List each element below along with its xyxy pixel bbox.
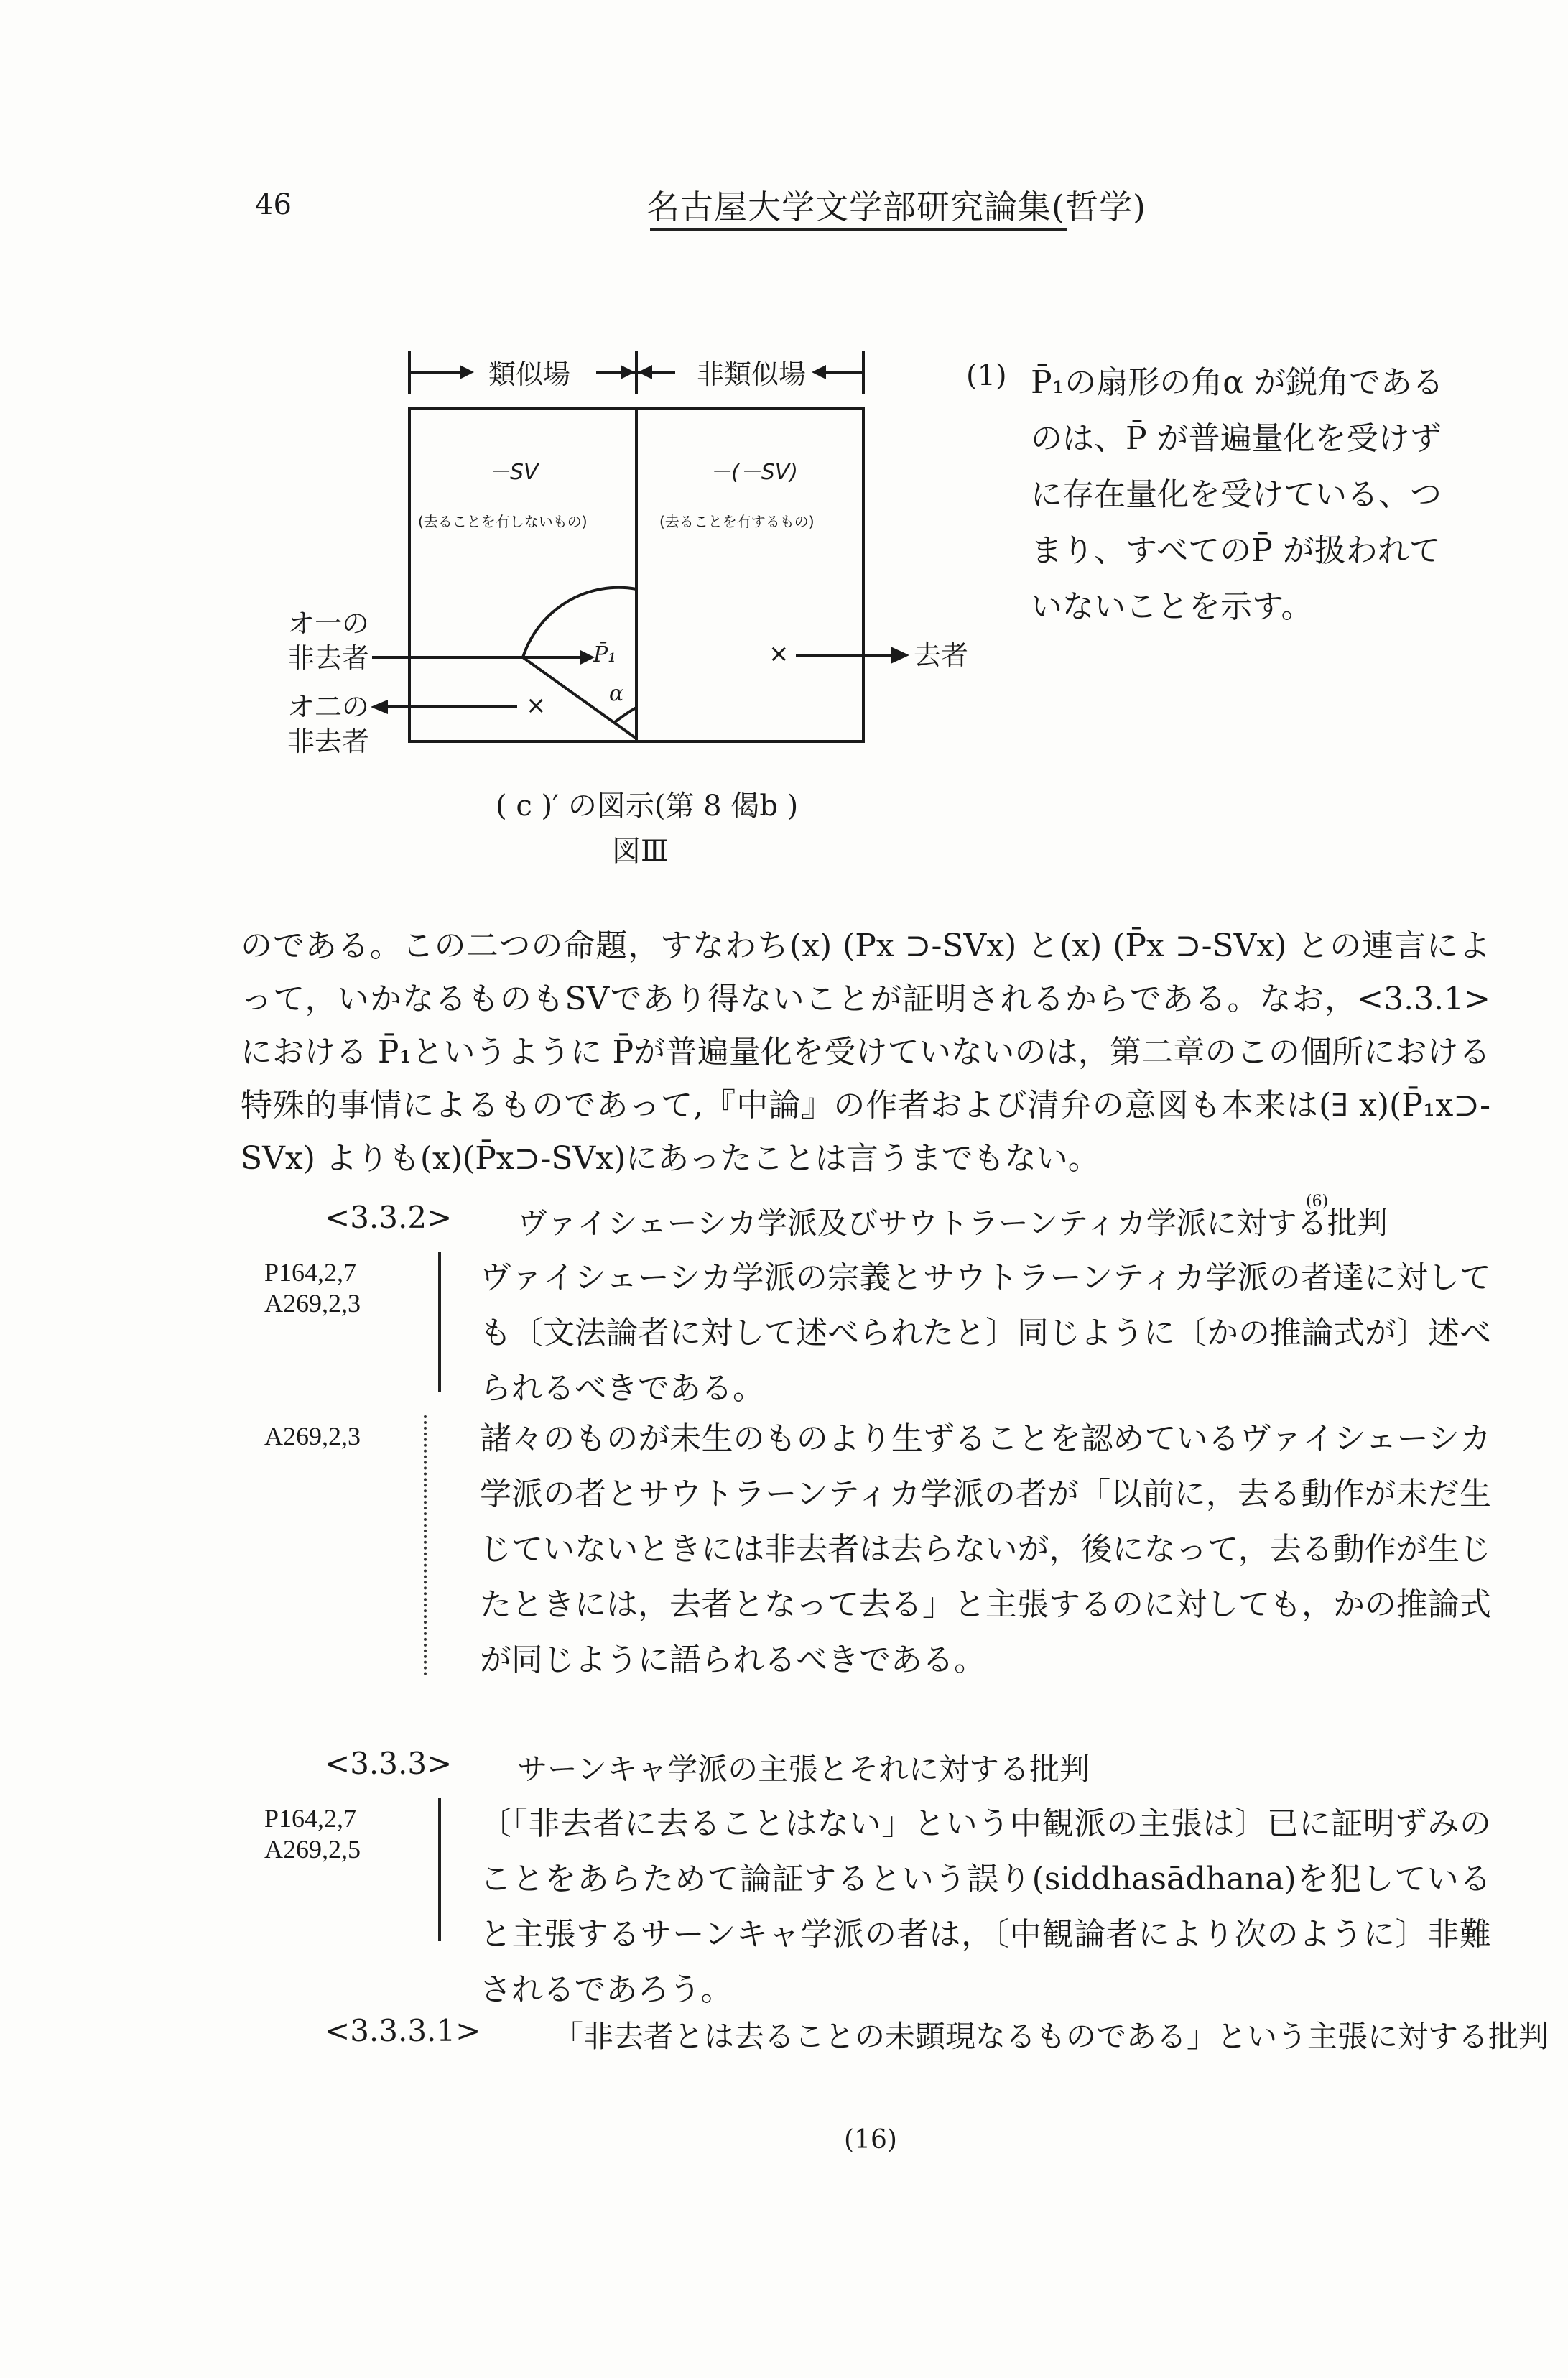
label-first-nongoer: オ一の 非去者 <box>287 608 370 674</box>
section-332-text1: ヴァイシェーシカ学派の宗義とサウトラーンティカ学派の者達に対しても〔文法論者に対して述べられたと〕同じように〔かの推論式が〕述べられるべきである。 <box>480 1259 1491 1407</box>
point-p1-label: P̄₁ <box>593 642 617 667</box>
ref-bar-332 <box>438 1252 441 1392</box>
label-goer: 去者 <box>914 639 969 671</box>
page-footer: (16) <box>844 2125 897 2155</box>
section-332-title: ヴァイシェーシカ学派及びサウトラーンティカ学派に対する批判 <box>517 1206 1388 1241</box>
section-332-text2: 諸々のものが未生のものより生ずることを認めているヴァイシェーシカ学派の者とサウトラーンティカ学派の者が「以前に，去る動作が未だ生じていないときには非去者は去らないが，後になって，去る動作が生じたときには，去者となって去る」と主張するのに対しても，かの推論式が同じように語られるべきである。 <box>480 1420 1492 1678</box>
running-header: 名古屋大学文学部研究論集(哲学) <box>646 188 1146 226</box>
figure-caption: ( c )′ の図示(第 8 偈b ) <box>496 790 799 823</box>
range-label-similar: 類似場 <box>488 358 571 390</box>
ref-dotted-bar-332 <box>424 1415 427 1675</box>
p1-arrowhead <box>580 650 595 665</box>
footnote-mark-6: (6) <box>1306 1193 1329 1211</box>
region-right-desc: (去ることを有するもの) <box>659 513 815 530</box>
region-left-symbol: －SV <box>488 460 539 485</box>
goer-arrowhead <box>891 647 909 664</box>
section-332-ref2: A269,2,3 <box>264 1422 361 1451</box>
range-arrowhead-2 <box>621 365 635 379</box>
figure-number: 図Ⅲ <box>612 835 669 868</box>
range-arrowhead-1 <box>460 365 474 379</box>
section-332-number: <3.3.2> <box>325 1200 453 1235</box>
angle-alpha-label: α <box>609 681 624 706</box>
range-arrowhead-4 <box>812 365 826 379</box>
section-333-title: サーンキャ学派の主張とそれに対する批判 <box>517 1752 1090 1787</box>
range-label-dissimilar: 非類似場 <box>697 358 807 390</box>
page-number: 46 <box>255 188 292 221</box>
region-left-desc: (去ることを有しないもの) <box>418 513 588 530</box>
region-right-symbol: －(－SV) <box>710 460 798 485</box>
section-333-number: <3.3.3> <box>325 1746 453 1781</box>
section-333-ref-a: A269,2,5 <box>264 1835 361 1864</box>
range-arrowhead-3 <box>638 365 652 379</box>
ref-bar-333 <box>438 1798 441 1941</box>
note-text: P̄₁の扇形の角α が鋭角であるのは、P̄ が普遍量化を受けずに存在量化を受けている、つまり、すべてのP̄ が扱われていないことを示す。 <box>1031 364 1444 625</box>
label-second-nongoer: オ二の 非去者 <box>287 691 370 757</box>
note-number: (1) <box>966 359 1007 392</box>
sector-arc <box>523 588 636 657</box>
section-3331-title: 「非去者とは去ることの未顕現なるものである」という主張に対する批判 <box>553 2019 1549 2054</box>
main-paragraph: のである。この二つの命題，すなわち(x) (Px ⊃-SVx) と(x) (P̄x ⊃-SVx) との連言によって，いかなるものもSVであり得ないことが証明されるからである。なお，<3.3.1>における P̄₁というように P̄が普遍量化を受けていないのは，第二章のこの個所における特殊的事情によるものであって,『中論』の作者および清弁の意図も本来は(∃ x)(P̄₁x⊃-SVx) よりも(x)(P̄x⊃-SVx)にあったことは言うまでもない。 <box>241 927 1490 1177</box>
section-332-ref-a: A269,2,3 <box>264 1289 361 1318</box>
section-333-ref-p: P164,2,7 <box>264 1804 357 1833</box>
cross-mark-second: × <box>526 691 547 720</box>
cross-mark-goer: × <box>769 639 789 668</box>
section-332-ref-p: P164,2,7 <box>264 1258 357 1287</box>
angle-arc <box>615 708 636 722</box>
section-3331-number: <3.3.3.1> <box>325 2013 481 2048</box>
section-333-text: 〔「非去者に去ることはない」という中観派の主張は〕已に証明ずみのことをあらためて論証するという誤り(siddhasādhana)を犯していると主張するサーンキャ学派の者は，〔中観論者により次のように〕非難されるであろう。 <box>480 1805 1491 2008</box>
